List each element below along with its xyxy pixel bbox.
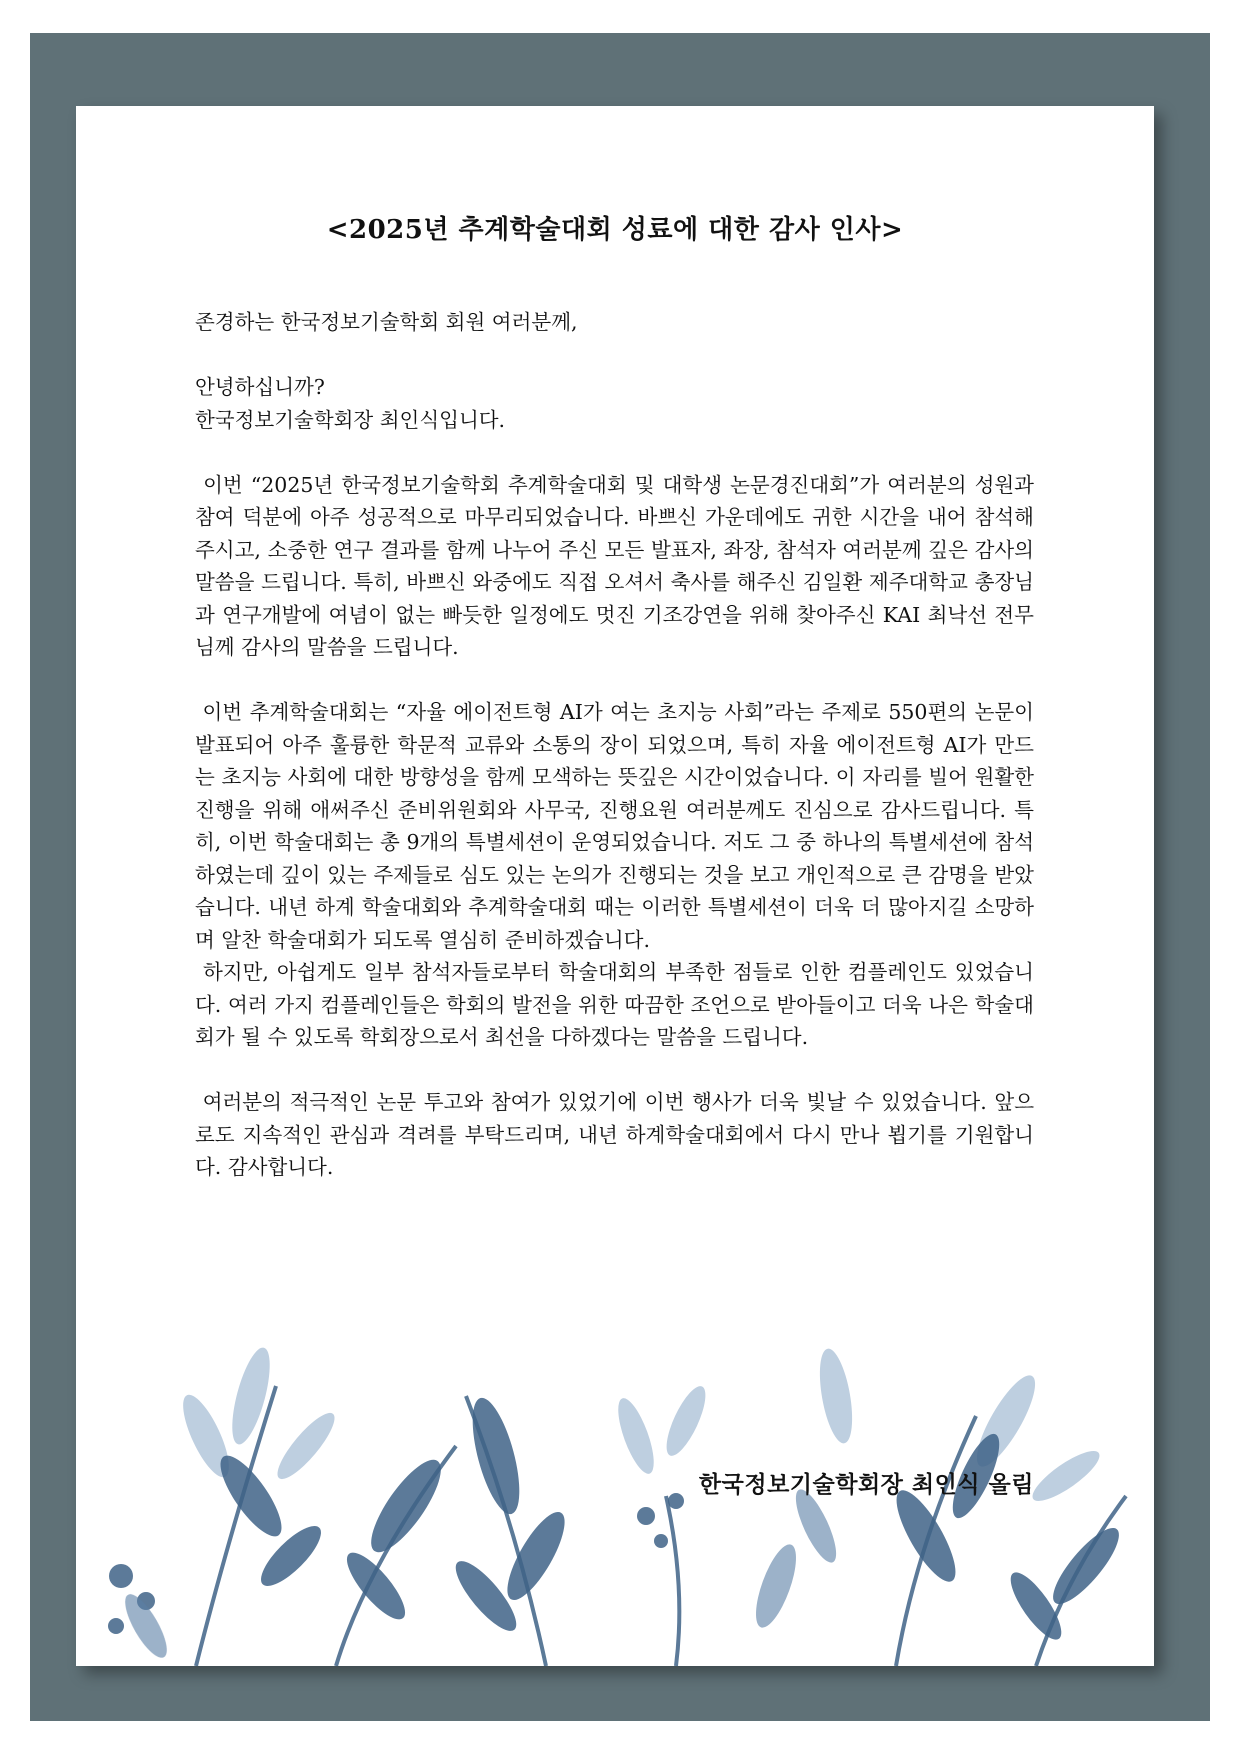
greeting-line-1: 안녕하십니까? [195,375,325,399]
paragraph-closing: 여러분의 적극적인 논문 투고와 참여가 있었기에 이번 행사가 더욱 빛날 수 있었습니다. 앞으로도 지속적인 관심과 격려를 부탁드리며, 내년 하계학술대회에서 다시 만나 뵙기를 기원합니다. 감사합니다. [195,1090,1034,1179]
greeting-line-2: 한국정보기술학회장 최인식입니다. [195,407,506,432]
paragraph-thanks: 이번 “2025년 한국정보기술학회 추계학술대회 및 대학생 논문경진대회”가 여러분의 성원과 참여 덕분에 아주 성공적으로 마무리되었습니다. 바쁘신 가운데에도 귀한 시간을 내어 참석해 주시고, 소중한 연구 결과를 함께 나누어 주신 모든 발표자, 좌장, 참석자 여러분께 깊은 감사의 말씀을 드립니다. 특히, 바쁘신 와중에도 직접 오셔서 축사를 해주신 김일환 제주대학교 총장님과 연구개발에 여념이 없는 빠듯한 일정에도 멋진 기조강연을 위해 찾아주신 KAI 최낙선 전무님께 감사의 말씀을 드립니다. [195,472,1041,659]
paragraph-conference: 이번 추계학술대회는 “자율 에이전트형 AI가 여는 초지능 사회”라는 주제로 550편의 논문이 발표되어 아주 훌륭한 학문적 교류와 소통의 장이 되었으며, 특히 자율 에이전트형 AI가 만드는 초지능 사회에 대한 방향성을 함께 모색하는 뜻깊은 시간이었습니다. 이 자리를 빌어 원활한 진행을 위해 애써주신 준비위원회와 사무국, 진행요원 여러분께도 진심으로 감사드립니다. 특히, 이번 학술대회는 총 9개의 특별세션이 운영되었습니다. 저도 그 중 하나의 특별세션에 참석하였는데 깊이 있는 주제들로 심도 있는 논의가 진행되는 것을 보고 개인적으로 큰 감명을 받았습니다. 내년 하계 학술대회와 추계학술대회 때는 이러한 특별세션이 더욱 더 많아지길 소망하며 알찬 학술대회가 되도록 열심히 준비하겠습니다. [195,700,1041,952]
letter-title: <2025년 추계학술대회 성료에 대한 감사 인사> [326,215,904,245]
signature: 한국정보기술학회장 최인식 올림 [698,1471,1034,1498]
letter-page [76,106,1154,1666]
letter-body [195,306,1041,1184]
salutation: 존경하는 한국정보기술학회 회원 여러분께, [195,310,578,334]
paragraph-complaints: 하지만, 아쉽게도 일부 참석자들로부터 학술대회의 부족한 점들로 인한 컴플레인도 있었습니다. 여러 가지 컴플레인들은 학회의 발전을 위한 따끔한 조언으로 받아들이고 더욱 나은 학술대회가 될 수 있도록 학회장으로서 최선을 다하겠다는 말씀을 드립니다. [195,960,1034,1049]
